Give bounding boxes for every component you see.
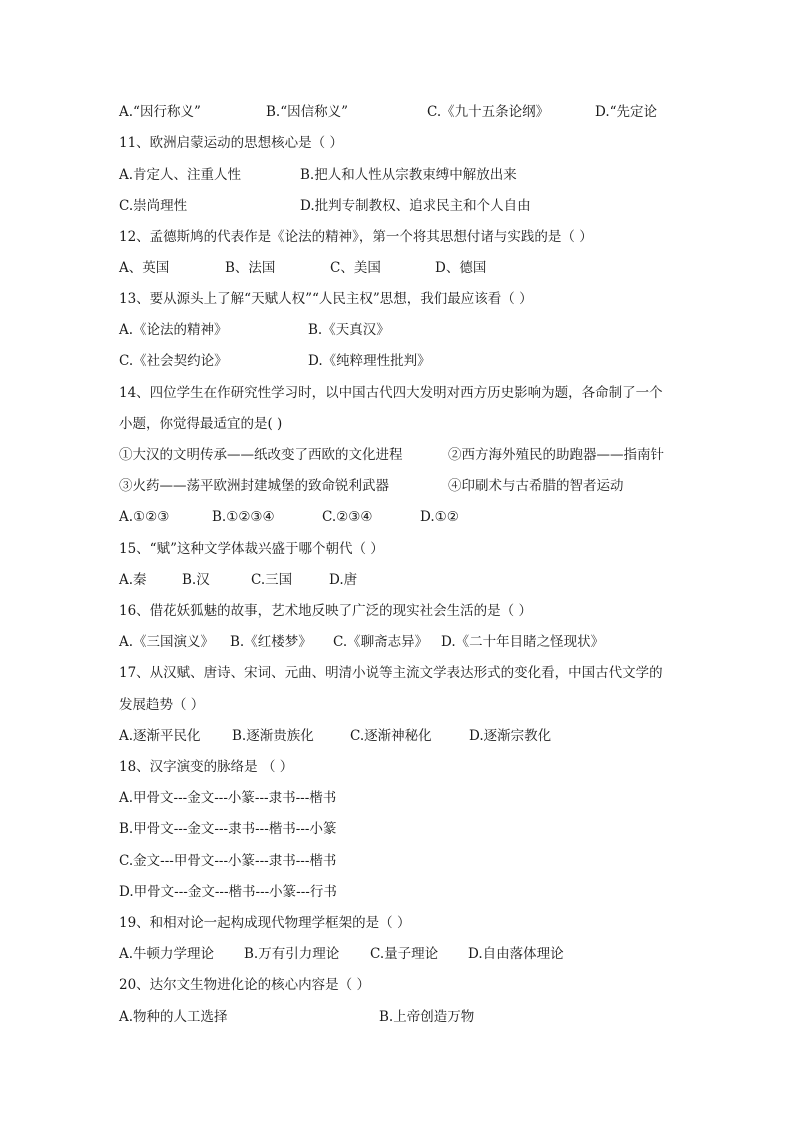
- q14-item-1: ①大汉的文明传承——纸改变了西欧的文化进程: [119, 447, 403, 463]
- q18-option-b: B.甲骨文---金文---隶书---楷书---小篆: [119, 821, 337, 837]
- q15-option-b: B.汉: [182, 572, 210, 588]
- q18-option-d: D.甲骨文---金文---楷书---小篆---行书: [119, 884, 337, 900]
- q14-options: [119, 506, 719, 528]
- q14-item-4: ④印刷术与古希腊的智者运动: [448, 478, 624, 494]
- q13-options-row2: [119, 350, 719, 372]
- q15-options: [119, 569, 719, 591]
- q10-option-b: B.“因信称义”: [266, 104, 349, 120]
- q12-option-c: C、美国: [330, 260, 381, 276]
- q12-option-a: A、英国: [119, 260, 170, 276]
- q14-items-row2: [119, 475, 719, 497]
- q14-option-a: A.①②③: [119, 509, 170, 525]
- q10-option-d: D.“先定论: [595, 104, 658, 120]
- q11-option-d: D.批判专制教权、追求民主和个人自由: [300, 198, 531, 214]
- q14-stem-line1: 14、四位学生在作研究性学习时，以中国古代四大发明对西方历史影响为题，各命制了一个: [119, 385, 663, 401]
- q17-option-c: C.逐渐神秘化: [350, 728, 432, 744]
- q17-options: [119, 725, 719, 747]
- q14-items-row1: [119, 444, 719, 466]
- q15-option-a: A.秦: [119, 572, 147, 588]
- q18-stem: 18、汉字演变的脉络是 （ ）: [119, 759, 294, 775]
- q16-stem: 16、借花妖狐魅的故事，艺术地反映了广泛的现实社会生活的是（ ）: [119, 603, 532, 619]
- q19-option-d: D.自由落体理论: [468, 946, 564, 962]
- q11-stem: 11、欧洲启蒙运动的思想核心是（ ）: [119, 135, 343, 151]
- q13-option-c: C.《社会契约论》: [119, 353, 228, 369]
- q12-stem: 12、孟德斯鸠的代表作是《论法的精神》，第一个将其思想付诸与实践的是（ ）: [119, 229, 593, 245]
- q13-option-d: D.《纯粹理性批判》: [308, 353, 431, 369]
- q10-option-c: C.《九十五条论纲》: [427, 104, 550, 120]
- q11-options-row1: [119, 164, 719, 186]
- q14-item-2: ②西方海外殖民的助跑器——指南针: [448, 447, 664, 463]
- q12-option-d: D、德国: [435, 260, 487, 276]
- q17-option-b: B.逐渐贵族化: [232, 728, 314, 744]
- q14-option-b: B.①②③④: [212, 509, 275, 525]
- q13-option-a: A.《论法的精神》: [119, 322, 228, 338]
- q17-option-a: A.逐渐平民化: [119, 728, 201, 744]
- q19-stem: 19、和相对论一起构成现代物理学框架的是（ ）: [119, 915, 411, 931]
- q20-option-b: B.上帝创造万物: [379, 1009, 475, 1025]
- q12-options: [119, 257, 719, 279]
- q14-stem-line2: 小题，你觉得最适宜的是( ): [119, 416, 283, 432]
- q19-option-a: A.牛顿力学理论: [119, 946, 215, 962]
- q16-option-d: D.《二十年目睹之怪现状》: [441, 634, 605, 650]
- q18-option-a: A.甲骨文---金文---小篆---隶书---楷书: [119, 790, 337, 806]
- q10-options: [119, 101, 719, 123]
- q11-option-a: A.肯定人、注重人性: [119, 167, 242, 183]
- q12-option-b: B、法国: [225, 260, 276, 276]
- q20-options: [119, 1006, 719, 1028]
- q19-options: [119, 943, 719, 965]
- q11-options-row2: [119, 195, 719, 217]
- q13-stem: 13、要从源头上了解“天赋人权”“人民主权”思想，我们最应该看（ ）: [119, 291, 533, 307]
- q16-option-a: A.《三国演义》: [119, 634, 215, 650]
- q16-option-c: C.《聊斋志异》: [333, 634, 429, 650]
- q19-option-b: B.万有引力理论: [244, 946, 340, 962]
- q17-option-d: D.逐渐宗教化: [469, 728, 552, 744]
- q16-option-b: B.《红楼梦》: [230, 634, 312, 650]
- q13-options-row1: [119, 319, 719, 341]
- q20-option-a: A.物种的人工选择: [119, 1009, 228, 1025]
- q20-stem: 20、达尔文生物进化论的核心内容是（ ）: [119, 977, 370, 993]
- q14-option-d: D.①②: [420, 509, 459, 525]
- q15-stem: 15、“赋”这种文学体裁兴盛于哪个朝代（ ）: [119, 541, 384, 557]
- q19-option-c: C.量子理论: [370, 946, 439, 962]
- q16-options: [119, 631, 719, 653]
- q14-item-3: ③火药——荡平欧洲封建城堡的致命锐利武器: [119, 478, 389, 494]
- q13-option-b: B.《天真汉》: [308, 322, 390, 338]
- q11-option-b: B.把人和人性从宗教束缚中解放出来: [300, 167, 517, 183]
- q14-option-c: C.②③④: [322, 509, 373, 525]
- q11-option-c: C.崇尚理性: [119, 198, 188, 214]
- q17-stem-line1: 17、从汉赋、唐诗、宋词、元曲、明清小说等主流文学表达形式的变化看，中国古代文学的: [119, 665, 663, 681]
- q18-option-c: C.金文---甲骨文---小篆---隶书---楷书: [119, 853, 337, 869]
- q15-option-c: C.三国: [251, 572, 293, 588]
- q17-stem-line2: 发展趋势（ ）: [119, 697, 205, 713]
- q10-option-a: A.“因行称义”: [119, 104, 201, 120]
- q15-option-d: D.唐: [329, 572, 358, 588]
